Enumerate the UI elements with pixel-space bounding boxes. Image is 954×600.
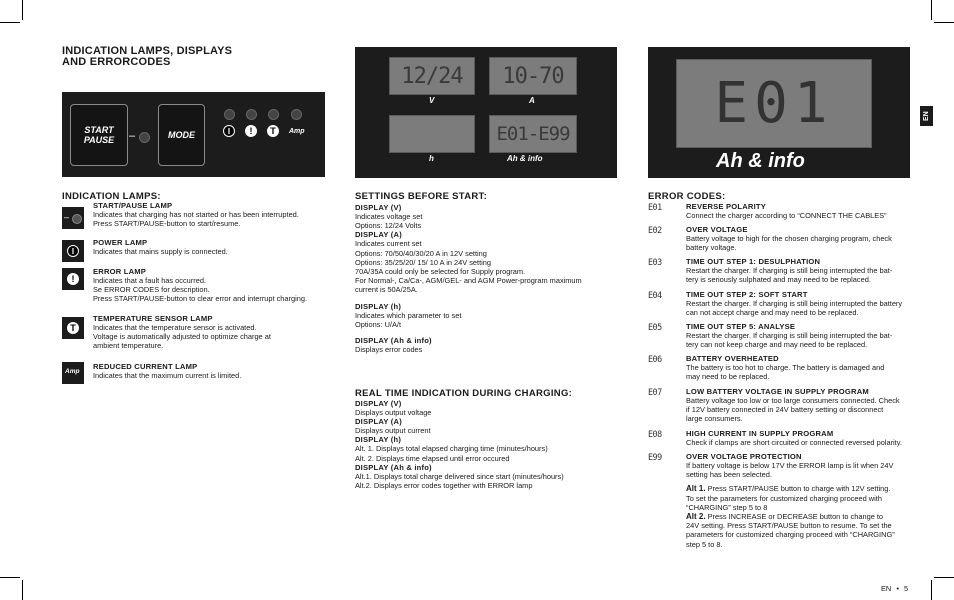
error-desc: setting has been selected. xyxy=(686,470,772,480)
temperature-icon xyxy=(67,322,79,334)
alt-label: Alt 1. xyxy=(686,484,706,494)
amp-led xyxy=(291,109,302,120)
power-lamp-icon xyxy=(62,240,84,262)
error-desc: tery can not keep charge and may need to be replaced. xyxy=(686,340,868,350)
start-pause-button xyxy=(70,104,128,166)
crop-mark xyxy=(22,580,23,600)
label-v: V xyxy=(429,96,435,105)
lcd-voltage: 12/24 xyxy=(389,57,475,95)
error-icon-glyph: ! xyxy=(249,126,253,136)
error-desc: If battery voltage is below 17V the ERROR lamp is lit when 24V xyxy=(686,461,894,470)
error-display-illustration xyxy=(648,47,910,178)
realtime-section xyxy=(355,388,617,490)
crop-mark xyxy=(0,22,20,23)
setting-line: Displays error codes xyxy=(355,345,423,355)
error-code: E05 xyxy=(648,322,662,332)
error-desc: Battery voltage too low or too large consumers connected. Check xyxy=(686,396,900,405)
error-icon xyxy=(67,273,79,285)
display-title: DISPLAY (h) xyxy=(355,435,402,445)
display-title: DISPLAY (V) xyxy=(355,399,402,408)
setting-line: Indicates voltage set xyxy=(355,212,423,221)
label-h: h xyxy=(429,154,434,163)
error-desc: Restart the charger. If charging is still being interrupted the bat- xyxy=(686,266,893,275)
displays-illustration xyxy=(355,47,617,178)
section-title: REAL TIME INDICATION DURING CHARGING: xyxy=(355,388,573,399)
label-ah-info: Ah & info xyxy=(507,154,543,163)
realtime-line: Displays output current xyxy=(355,426,431,436)
error-led xyxy=(246,109,257,120)
dash-glyph: – xyxy=(64,212,70,222)
lcd-ah-info: E01-E99 xyxy=(489,115,577,153)
power-led xyxy=(224,109,235,120)
lamp-desc: Se ERROR CODES for description. xyxy=(93,285,210,295)
realtime-line: Alt.2. Displays error codes together with ERROR lamp xyxy=(355,481,533,491)
ah-info-label: Ah & info xyxy=(716,150,805,172)
error-desc: if 12V battery connected in 24V battery setting or disconnect xyxy=(686,405,884,415)
temperature-icon-glyph: T xyxy=(270,126,276,136)
power-icon-glyph: I xyxy=(71,246,75,256)
error-code: E07 xyxy=(648,387,662,397)
lamp-desc: Indicates that the maximum current is limited. xyxy=(93,371,242,380)
display-title: DISPLAY (V) xyxy=(355,203,402,212)
mode-button xyxy=(158,104,205,166)
page-footer xyxy=(881,584,908,593)
lamp-desc: Indicates that charging has not started or has been interrupted. xyxy=(93,210,299,219)
lcd-current: 10-70 xyxy=(489,57,577,95)
language-tab: EN xyxy=(920,106,933,126)
start-pause-lamp-icon xyxy=(62,207,84,229)
lamp-name: POWER LAMP xyxy=(93,238,148,247)
error-code: E03 xyxy=(648,257,662,267)
error-code: E02 xyxy=(648,225,662,235)
power-icon xyxy=(67,245,79,257)
lamp-desc: Press START/PAUSE-button to clear error and interrupt charging. xyxy=(93,294,308,304)
realtime-line: Displays output voltage xyxy=(355,408,432,417)
start-pause-label-1: START xyxy=(84,125,114,135)
lamp-item xyxy=(93,267,325,304)
setting-line: Indicates which parameter to set xyxy=(355,310,462,320)
error-code: E99 xyxy=(648,452,662,462)
error-desc: may need to be replaced. xyxy=(686,372,770,382)
crop-mark xyxy=(931,0,932,20)
lamp-name: ERROR LAMP xyxy=(93,267,147,276)
error-name: HIGH CURRENT IN SUPPLY PROGRAM xyxy=(686,429,834,438)
error-desc: Restart the charger. If charging is still being interrupted the bat- xyxy=(686,331,893,340)
start-pause-led xyxy=(139,132,150,143)
error-name: OVER VOLTAGE PROTECTION xyxy=(686,452,802,461)
temperature-icon-glyph: T xyxy=(70,323,76,333)
mode-label: MODE xyxy=(168,130,195,140)
lamp-desc: Indicates that the temperature sensor is activated. xyxy=(93,323,257,332)
error-desc: tery is seriously sulphated and may need to be replaced. xyxy=(686,275,871,285)
lamp-item xyxy=(93,201,325,228)
setting-line: For Normal-, Ca/Ca-, AGM/GEL- and AGM Power-program maximum xyxy=(355,276,582,286)
crop-mark xyxy=(22,0,23,20)
temperature-icon xyxy=(267,125,279,137)
setting-line: Options: 12/24 Volts xyxy=(355,221,422,231)
page-title xyxy=(62,46,232,68)
amp-icon: Amp xyxy=(289,128,305,135)
error-name: TIME OUT STEP 1: DESULPHATION xyxy=(686,257,821,266)
setting-line: Options: 70/50/40/30/20 A in 12V setting xyxy=(355,248,487,258)
start-pause-label-2: PAUSE xyxy=(83,135,115,145)
alt-line: 24V setting. Press START/PAUSE button to resume. To set the xyxy=(686,521,892,531)
realtime-line: Alt. 1. Displays total elapsed charging time (minutes/hours) xyxy=(355,444,548,454)
error-name: LOW BATTERY VOLTAGE IN SUPPLY PROGRAM xyxy=(686,387,869,396)
error-desc: The battery is too hot to charge. The battery is damaged and xyxy=(686,363,885,372)
lamp-name: TEMPERATURE SENSOR LAMP xyxy=(93,314,213,323)
lamp-desc: Press START/PAUSE-button to start/resume. xyxy=(93,219,241,229)
lamp-desc: Indicates that mains supply is connected. xyxy=(93,247,228,256)
error-desc: large consumers. xyxy=(686,414,743,424)
error-icon-glyph: ! xyxy=(71,274,75,284)
page-number: 5 xyxy=(904,584,909,593)
lamp-name: START/PAUSE LAMP xyxy=(93,201,173,210)
footer-bullet: • xyxy=(896,584,899,593)
setting-line: Options: U/A/t xyxy=(355,319,402,329)
display-title: DISPLAY (A) xyxy=(355,230,402,240)
lamp-item xyxy=(93,362,325,380)
power-icon-glyph: I xyxy=(227,126,231,136)
section-title: SETTINGS BEFORE START: xyxy=(355,191,488,202)
page-title-line1: INDICATION LAMPS, DISPLAYS xyxy=(62,45,233,57)
setting-line: 70A/35A could only be selected for Supply program. xyxy=(355,267,526,277)
setting-line: Options: 35/25/20/ 15/ 10 A in 24V setting xyxy=(355,257,492,267)
amp-icon: Amp xyxy=(65,368,80,375)
lamp-item xyxy=(93,238,325,256)
error-desc: Battery voltage to high for the chosen charging program, check xyxy=(686,234,892,243)
temperature-lamp-icon xyxy=(62,317,84,339)
error-desc: Restart the charger. If charging is still being interrupted the battery xyxy=(686,299,903,308)
led-icon xyxy=(72,214,82,224)
error-name: BATTERY OVERHEATED xyxy=(686,354,779,363)
error-code: E06 xyxy=(648,354,662,364)
setting-line: current is 50A/25A. xyxy=(355,285,418,295)
error-codes-section xyxy=(648,191,918,549)
page-title-line2: AND ERRORCODES xyxy=(62,56,171,68)
error-lamp-icon xyxy=(62,268,84,290)
error-code: E04 xyxy=(648,290,662,300)
crop-mark xyxy=(0,577,20,578)
temp-led xyxy=(268,109,279,120)
lamp-name: REDUCED CURRENT LAMP xyxy=(93,362,198,371)
error-name: TIME OUT STEP 5: ANALYSE xyxy=(686,322,796,331)
alt-line: step 5 to 8. xyxy=(686,539,723,549)
label-a: A xyxy=(529,96,535,105)
crop-mark xyxy=(934,22,954,23)
alt-line: Press START/PAUSE button to charge with 12V setting. xyxy=(707,484,891,494)
reduced-current-lamp-icon xyxy=(62,362,84,384)
display-title: DISPLAY (Ah & info) xyxy=(355,336,432,346)
setting-line: Indicates current set xyxy=(355,239,422,249)
indication-lamps-section xyxy=(62,191,325,380)
display-title: DISPLAY (A) xyxy=(355,417,402,427)
section-title: INDICATION LAMPS: xyxy=(62,191,161,202)
crop-mark xyxy=(931,580,932,600)
error-code: E01 xyxy=(648,202,662,212)
alt-line: To set the parameters for customized charging proceed with xyxy=(686,493,882,503)
error-desc: Connect the charger according to “CONNECT THE CABLES” xyxy=(686,211,887,220)
error-code: E08 xyxy=(648,429,662,439)
error-desc: can not accept charge and may need to be replaced. xyxy=(686,308,859,318)
display-title: DISPLAY (Ah & info) xyxy=(355,462,432,472)
power-icon xyxy=(223,125,235,137)
error-name: OVER VOLTAGE xyxy=(686,225,748,234)
settings-section xyxy=(355,191,617,354)
crop-mark xyxy=(934,577,954,578)
error-name: TIME OUT STEP 2: SOFT START xyxy=(686,290,808,299)
alt-line: “CHARGING” step 5 to 8 xyxy=(686,502,768,512)
error-desc: Check if clamps are short circuited or connected reversed polarity. xyxy=(686,438,902,447)
alt-line: parameters for customized charging proceed with “CHARGING” xyxy=(686,530,895,540)
error-icon xyxy=(245,125,257,137)
lamp-item xyxy=(93,314,325,351)
lamp-desc: Voltage is automatically adjusted to optimize charge at xyxy=(93,332,271,342)
lcd-hours xyxy=(389,115,475,153)
dash: – xyxy=(129,130,136,142)
realtime-line: Alt.1. Displays total charge delivered since start (minutes/hours) xyxy=(355,471,564,481)
control-panel-illustration xyxy=(62,92,325,177)
error-name: REVERSE POLARITY xyxy=(686,202,766,211)
display-title: DISPLAY (h) xyxy=(355,301,402,311)
section-title: ERROR CODES: xyxy=(648,191,726,202)
lcd-error-code: E01 xyxy=(676,59,872,148)
alt-line: Press INCREASE or DECREASE button to change to xyxy=(707,512,884,522)
alt-label: Alt 2. xyxy=(686,512,706,522)
error-desc: battery voltage. xyxy=(686,243,737,253)
lamp-desc: ambient temperature. xyxy=(93,341,164,351)
realtime-line: Alt. 2. Displays time elapsed until error occured xyxy=(355,453,510,463)
lamp-desc: Indicates that a fault has occurred. xyxy=(93,276,206,285)
footer-lang: EN xyxy=(881,584,892,593)
